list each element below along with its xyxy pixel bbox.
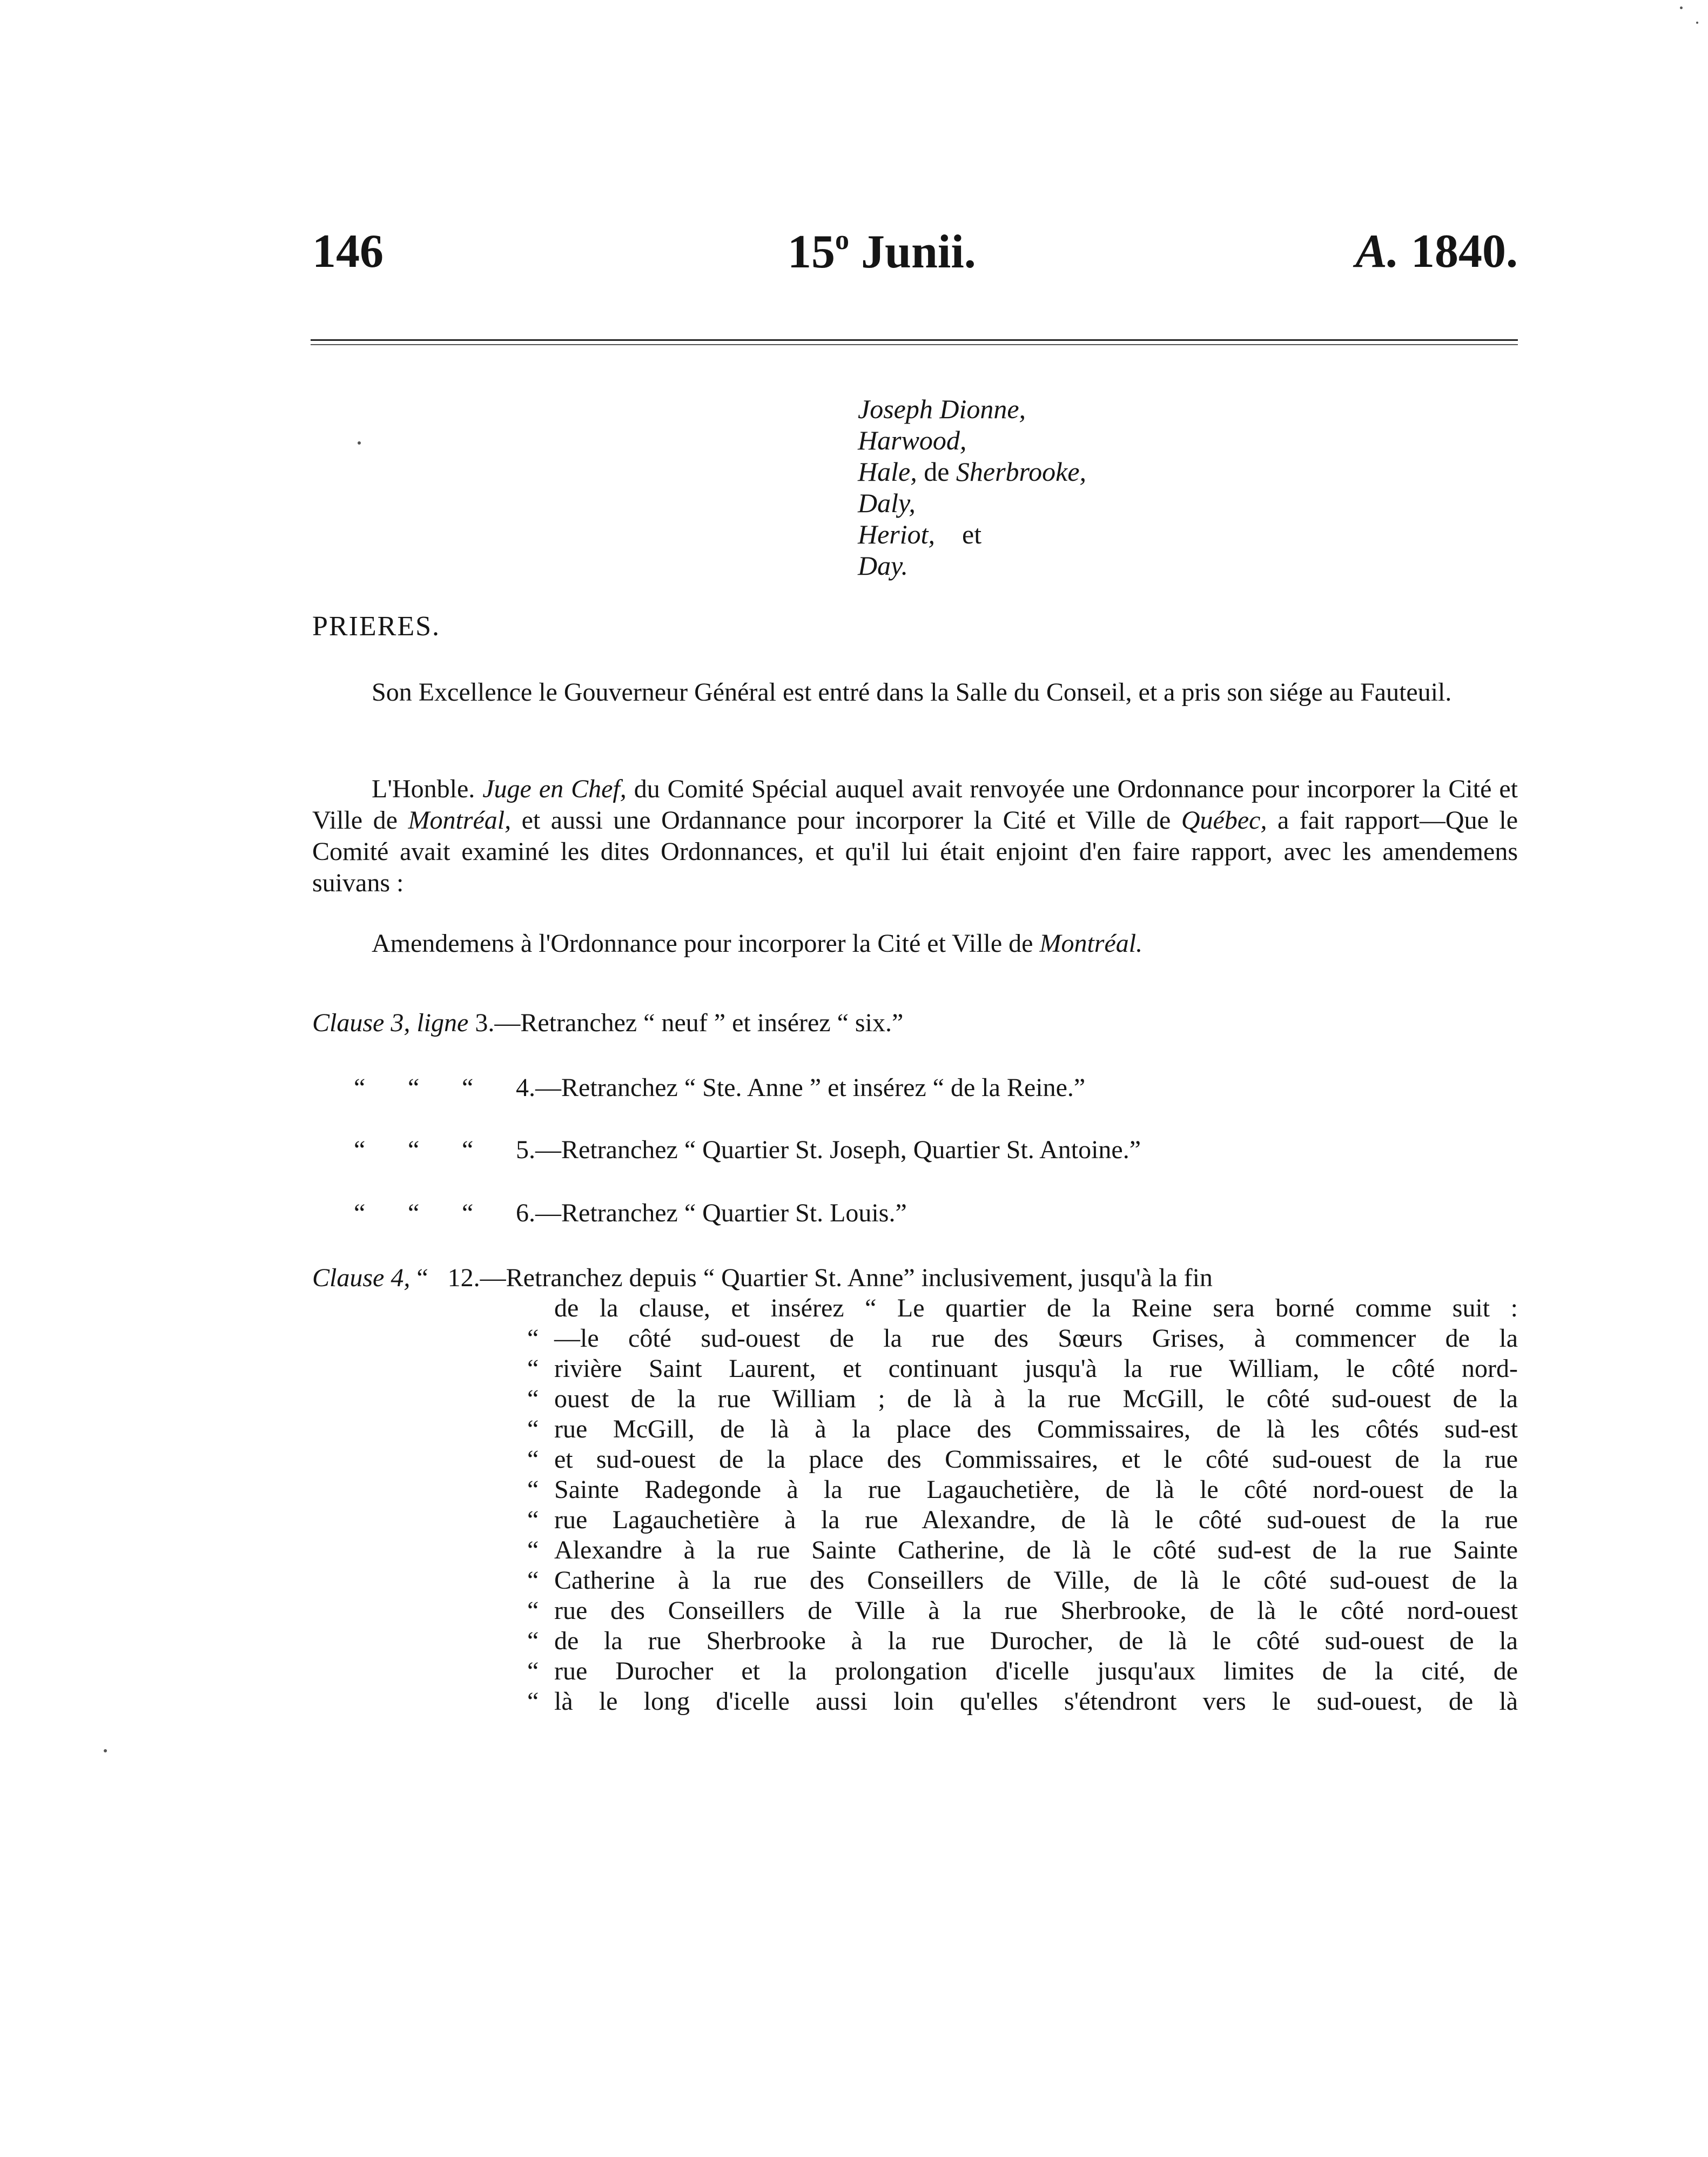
attendee-list bbox=[858, 393, 1086, 581]
paper-speck bbox=[358, 441, 361, 445]
page-header bbox=[312, 224, 1518, 294]
text-line: “ —le côté sud-ouest de la rue des Sœurs Grises, à commencer de la bbox=[527, 1324, 1518, 1353]
clause-4-first-line: Clause 4, “ 12.—Retranchez depuis “ Quartier St. Anne” inclusivement, jusqu'à la fin bbox=[312, 1264, 1213, 1292]
text-line: “ de la rue Sherbrooke à la rue Durocher, de là le côté sud-ouest de la bbox=[527, 1627, 1518, 1655]
paragraph-report: L'Honble. Juge en Chef, du Comité Spécial auquel avait renvoyée une Ordonnance pour incorporer la Cité et Ville de Montréal, et aussi une Ordannance pour incorporer la Cité et Ville de Québec, a fait rapport—Que le Comité avait examiné les dites Ordonnances, et qu'il lui était enjoint d'en faire rapport, avec les amendemens suivans : bbox=[312, 775, 1518, 897]
text-line: “ et sud-ouest de la place des Commissaires, et le côté sud-ouest de la rue bbox=[527, 1445, 1518, 1474]
clause-4-amendment bbox=[312, 1263, 1518, 1717]
text-line: “ rue des Conseillers de Ville à la rue Sherbrooke, de là le côté nord-ouest bbox=[527, 1596, 1518, 1625]
text-line: “ rivière Saint Laurent, et continuant jusqu'à la rue William, le côté nord- bbox=[527, 1354, 1518, 1383]
header-rule bbox=[311, 339, 1518, 341]
text-line: “ ouest de la rue William ; de là à la rue McGill, le côté sud-ouest de la bbox=[527, 1385, 1518, 1413]
clause-line: “ “ “ 4.—Retranchez “ Ste. Anne ” et insérez “ de la Reine.” bbox=[354, 1073, 1086, 1102]
clause-4-continuation bbox=[527, 1293, 1518, 1717]
paper-speck bbox=[104, 1749, 107, 1752]
text-line: “ Alexandre à la rue Sainte Catherine, de là le côté sud-est de la rue Sainte bbox=[527, 1536, 1518, 1564]
text-line: “ là le long d'icelle aussi loin qu'elles s'étendront vers le sud-ouest, de là bbox=[527, 1687, 1518, 1716]
text-line: “ Catherine à la rue des Conseillers de Ville, de là le côté sud-ouest de la bbox=[527, 1566, 1518, 1595]
clause-line: “ “ “ 6.—Retranchez “ Quartier St. Louis.” bbox=[354, 1199, 907, 1227]
page-number: 146 bbox=[312, 225, 384, 278]
header-date: 15$^o$ Junii. bbox=[788, 225, 976, 278]
attendee: Day. bbox=[858, 550, 909, 581]
text-line: “ rue Durocher et la prolongation d'icelle jusqu'aux limites de la cité, de bbox=[527, 1657, 1518, 1685]
attendee: Heriot, et bbox=[858, 519, 982, 549]
paper-speck bbox=[1696, 22, 1698, 24]
text-line: de la clause, et insérez “ Le quartier de la Reine sera borné comme suit : bbox=[554, 1294, 1518, 1322]
clause-line: Clause 3, ligne 3.—Retranchez “ neuf ” et insérez “ six.” bbox=[312, 1009, 904, 1037]
text-line: “ rue Lagauchetière à la rue Alexandre, de là le côté sud-ouest de la rue bbox=[527, 1506, 1518, 1534]
text-line: “ rue McGill, de là à la place des Commissaires, de là les côtés sud-est bbox=[527, 1415, 1518, 1443]
paper-speck bbox=[1680, 6, 1683, 9]
clause-line: “ “ “ 5.—Retranchez “ Quartier St. Joseph, Quartier St. Antoine.” bbox=[354, 1135, 1141, 1164]
text-line: “ Sainte Radegonde à la rue Lagauchetière, de là le côté nord-ouest de la bbox=[527, 1475, 1518, 1504]
paragraph-governor: Son Excellence le Gouverneur Général est entré dans la Salle du Conseil, et a pris son siége au Fauteuil. bbox=[372, 678, 1452, 707]
amendments-subheading: Amendemens à l'Ordonnance pour incorporer la Cité et Ville de Montréal. bbox=[372, 929, 1143, 958]
attendee: Harwood, bbox=[858, 425, 967, 455]
header-rule-secondary bbox=[311, 344, 1518, 345]
attendee: Daly, bbox=[858, 488, 916, 518]
attendee: Joseph Dionne, bbox=[858, 394, 1026, 424]
header-year: A. 1840. bbox=[1355, 225, 1518, 278]
attendee: Hale, de Sherbrooke, bbox=[858, 456, 1087, 487]
section-heading: PRIERES. bbox=[312, 611, 441, 642]
